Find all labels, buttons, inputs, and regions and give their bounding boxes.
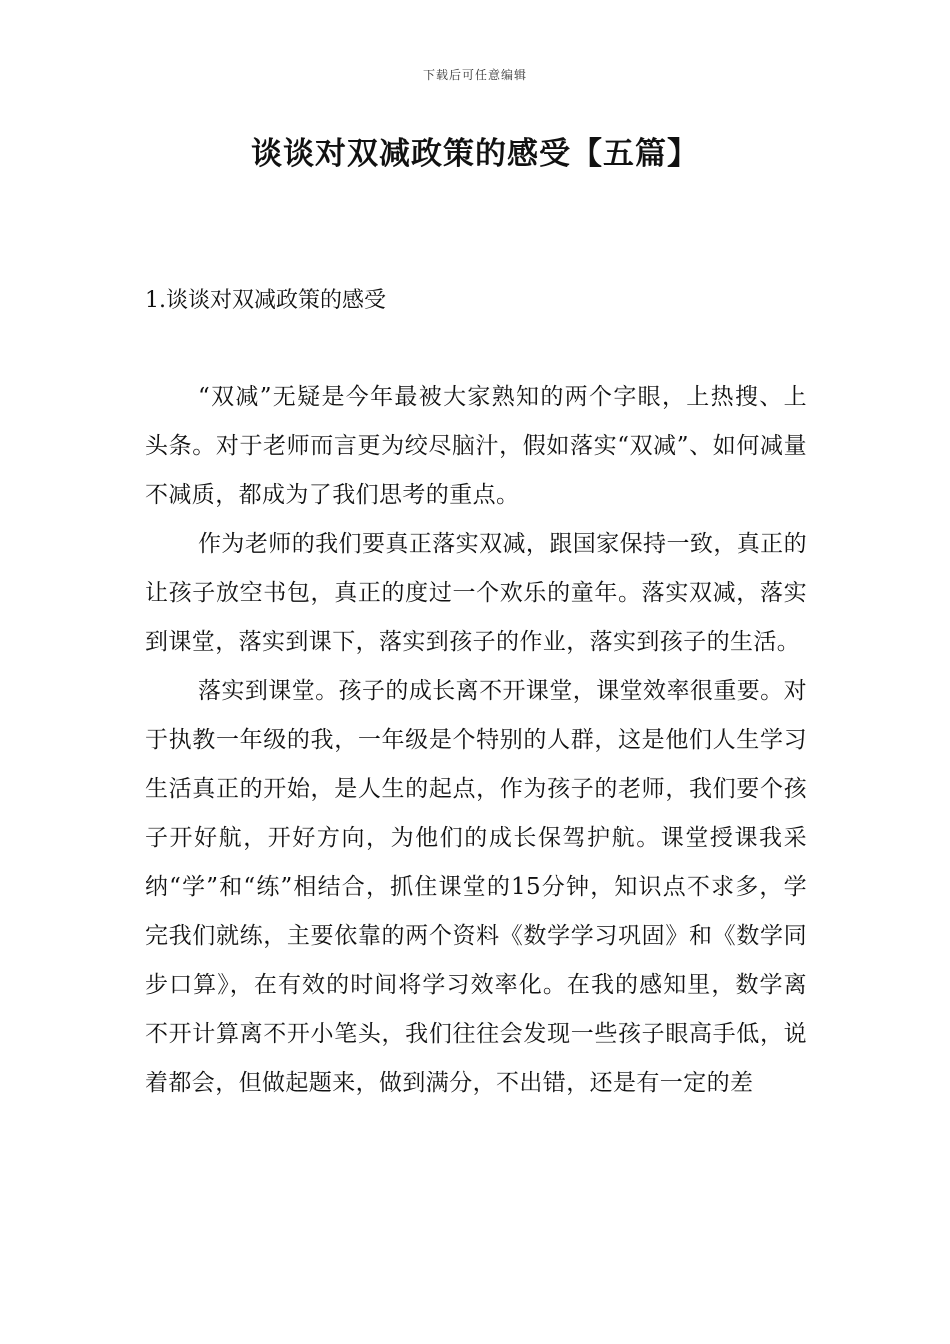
paragraph: 作为老师的我们要真正落实双减，跟国家保持一致，真正的让孩子放空书包，真正的度过一个欢乐的童年。落实双减，落实到课堂，落实到课下，落实到孩子的作业，落实到孩子的生活。 — [145, 531, 807, 655]
header-note: 下载后可任意编辑 — [422, 68, 527, 82]
section-heading: 1.谈谈对双减政策的感受 — [145, 288, 386, 313]
paragraph: 落实到课堂。孩子的成长离不开课堂，课堂效率很重要。对于执教一年级的我，一年级是个特别的人群，这是他们人生学习生活真正的开始，是人生的起点，作为孩子的老师，我们要个孩子开好航，开好方向，为他们的成长保驾护航。课堂授课我采纳“学”和“练”相结合，抓住课堂的15分钟，知识点不求多，学完我们就练，主要依靠的两个资料《数学学习巩固》和《数学同步口算》，在有效的时间将学习效率化。在我的感知里，数学离不开计算离不开小笔头，我们往往会发现一些孩子眼高手低，说着都会，但做起题来，做到满分，不出错，还是有一定的差 — [145, 678, 807, 1096]
body-text — [145, 373, 807, 1108]
paragraph: “双减”无疑是今年最被大家熟知的两个字眼，上热搜、上头条。对于老师而言更为绞尽脑汁，假如落实“双减”、如何减量不减质，都成为了我们思考的重点。 — [145, 384, 807, 508]
document-title: 谈谈对双减政策的感受【五篇】 — [251, 136, 699, 172]
